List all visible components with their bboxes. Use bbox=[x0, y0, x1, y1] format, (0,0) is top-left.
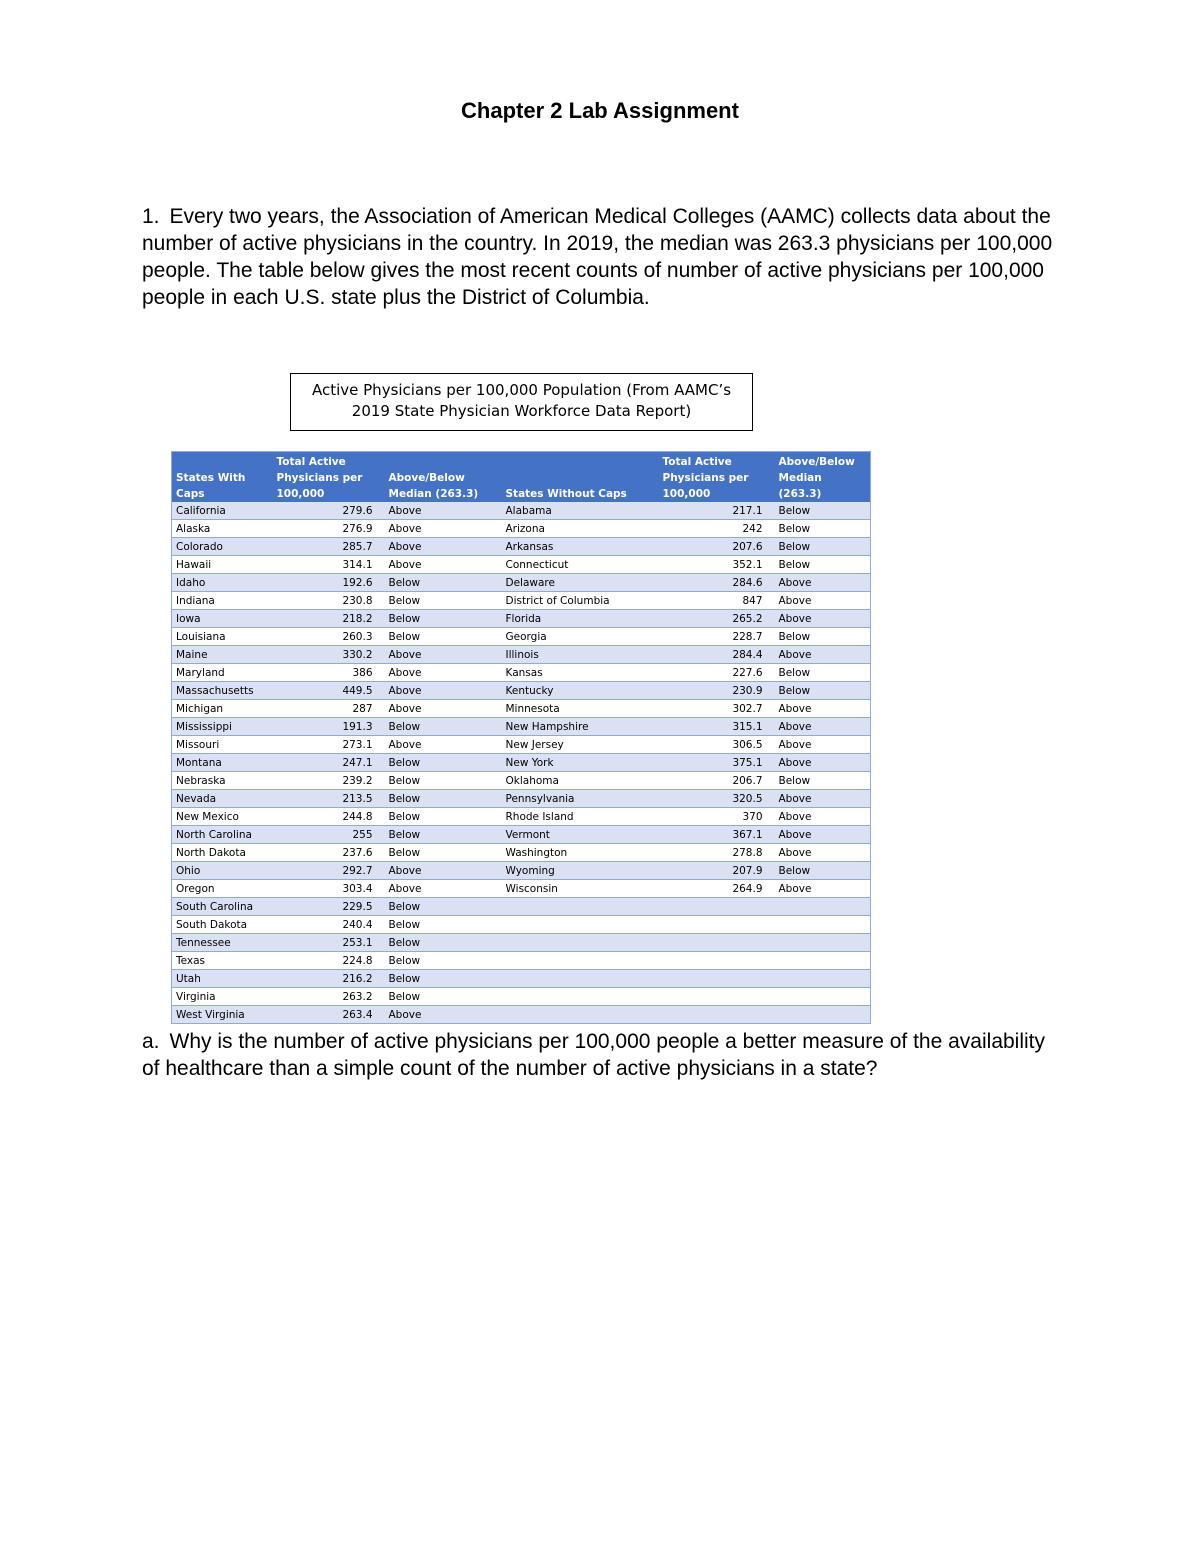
cell-state-without-caps: Florida bbox=[502, 610, 659, 628]
cell-median-with-caps: Above bbox=[385, 862, 502, 880]
cell-median-with-caps: Above bbox=[385, 880, 502, 898]
cell-median-without-caps: Above bbox=[775, 736, 871, 754]
cell-median-with-caps: Above bbox=[385, 502, 502, 520]
header-total-active-with-caps: Total Active Physicians per 100,000 bbox=[273, 452, 385, 503]
table-row bbox=[172, 502, 871, 520]
cell-median-with-caps: Above bbox=[385, 538, 502, 556]
cell-total-without-caps bbox=[659, 916, 775, 934]
cell-total-without-caps bbox=[659, 952, 775, 970]
cell-state-without-caps: New Jersey bbox=[502, 736, 659, 754]
question-number: 1. bbox=[142, 205, 160, 228]
cell-median-without-caps: Below bbox=[775, 772, 871, 790]
cell-median-without-caps: Below bbox=[775, 862, 871, 880]
table-row bbox=[172, 844, 871, 862]
table-row bbox=[172, 574, 871, 592]
cell-median-without-caps: Below bbox=[775, 556, 871, 574]
cell-total-with-caps: 237.6 bbox=[273, 844, 385, 862]
cell-state-with-caps: Nevada bbox=[172, 790, 273, 808]
cell-median-with-caps: Above bbox=[385, 1006, 502, 1024]
cell-state-without-caps: Georgia bbox=[502, 628, 659, 646]
cell-state-with-caps: Colorado bbox=[172, 538, 273, 556]
cell-total-without-caps: 375.1 bbox=[659, 754, 775, 772]
table-row bbox=[172, 808, 871, 826]
cell-state-without-caps: Wisconsin bbox=[502, 880, 659, 898]
cell-total-without-caps bbox=[659, 970, 775, 988]
cell-median-with-caps: Below bbox=[385, 988, 502, 1006]
cell-total-without-caps: 242 bbox=[659, 520, 775, 538]
cell-median-with-caps: Below bbox=[385, 952, 502, 970]
table-row bbox=[172, 970, 871, 988]
cell-total-with-caps: 253.1 bbox=[273, 934, 385, 952]
cell-state-with-caps: North Dakota bbox=[172, 844, 273, 862]
cell-state-with-caps: Alaska bbox=[172, 520, 273, 538]
cell-median-without-caps: Above bbox=[775, 754, 871, 772]
cell-median-without-caps: Above bbox=[775, 880, 871, 898]
cell-state-with-caps: Tennessee bbox=[172, 934, 273, 952]
table-row bbox=[172, 682, 871, 700]
cell-total-without-caps: 228.7 bbox=[659, 628, 775, 646]
cell-state-with-caps: North Carolina bbox=[172, 826, 273, 844]
cell-total-without-caps: 320.5 bbox=[659, 790, 775, 808]
cell-state-without-caps bbox=[502, 898, 659, 916]
cell-state-without-caps bbox=[502, 916, 659, 934]
table-row bbox=[172, 754, 871, 772]
cell-median-without-caps bbox=[775, 1006, 871, 1024]
cell-state-with-caps: Texas bbox=[172, 952, 273, 970]
cell-state-without-caps: Wyoming bbox=[502, 862, 659, 880]
cell-state-with-caps: South Dakota bbox=[172, 916, 273, 934]
cell-total-with-caps: 285.7 bbox=[273, 538, 385, 556]
cell-median-with-caps: Below bbox=[385, 898, 502, 916]
cell-median-with-caps: Above bbox=[385, 736, 502, 754]
table-row bbox=[172, 700, 871, 718]
header-total-active-without-caps: Total Active Physicians per 100,000 bbox=[659, 452, 775, 503]
cell-median-with-caps: Below bbox=[385, 592, 502, 610]
cell-total-without-caps bbox=[659, 934, 775, 952]
cell-state-without-caps: Pennsylvania bbox=[502, 790, 659, 808]
cell-median-without-caps bbox=[775, 988, 871, 1006]
cell-median-without-caps bbox=[775, 952, 871, 970]
cell-total-with-caps: 191.3 bbox=[273, 718, 385, 736]
cell-median-without-caps: Above bbox=[775, 826, 871, 844]
table-row bbox=[172, 826, 871, 844]
cell-state-without-caps bbox=[502, 934, 659, 952]
cell-state-with-caps: West Virginia bbox=[172, 1006, 273, 1024]
table-row bbox=[172, 556, 871, 574]
cell-median-with-caps: Below bbox=[385, 772, 502, 790]
cell-total-without-caps: 352.1 bbox=[659, 556, 775, 574]
cell-state-without-caps: Arkansas bbox=[502, 538, 659, 556]
cell-state-without-caps: Washington bbox=[502, 844, 659, 862]
table-row bbox=[172, 520, 871, 538]
cell-median-without-caps: Above bbox=[775, 790, 871, 808]
cell-total-without-caps bbox=[659, 988, 775, 1006]
header-above-below-with-caps: Above/Below Median (263.3) bbox=[385, 452, 502, 503]
cell-state-with-caps: South Carolina bbox=[172, 898, 273, 916]
cell-state-with-caps: Mississippi bbox=[172, 718, 273, 736]
cell-total-without-caps: 284.6 bbox=[659, 574, 775, 592]
cell-state-with-caps: Maine bbox=[172, 646, 273, 664]
table-row bbox=[172, 952, 871, 970]
cell-total-with-caps: 230.8 bbox=[273, 592, 385, 610]
table-row bbox=[172, 736, 871, 754]
cell-median-with-caps: Above bbox=[385, 520, 502, 538]
cell-median-with-caps: Below bbox=[385, 934, 502, 952]
cell-total-without-caps: 265.2 bbox=[659, 610, 775, 628]
sub-question-a bbox=[142, 1028, 1062, 1082]
cell-state-without-caps: New York bbox=[502, 754, 659, 772]
cell-state-without-caps bbox=[502, 970, 659, 988]
cell-total-with-caps: 287 bbox=[273, 700, 385, 718]
cell-state-with-caps: Indiana bbox=[172, 592, 273, 610]
cell-total-with-caps: 330.2 bbox=[273, 646, 385, 664]
sub-question-letter: a. bbox=[142, 1030, 160, 1053]
cell-median-with-caps: Below bbox=[385, 610, 502, 628]
cell-median-without-caps: Below bbox=[775, 520, 871, 538]
cell-total-with-caps: 255 bbox=[273, 826, 385, 844]
cell-median-without-caps bbox=[775, 970, 871, 988]
cell-total-without-caps: 206.7 bbox=[659, 772, 775, 790]
cell-total-without-caps: 207.6 bbox=[659, 538, 775, 556]
cell-state-with-caps: New Mexico bbox=[172, 808, 273, 826]
cell-total-with-caps: 276.9 bbox=[273, 520, 385, 538]
header-above-below-without-caps: Above/Below Median (263.3) bbox=[775, 452, 871, 503]
cell-total-without-caps: 230.9 bbox=[659, 682, 775, 700]
cell-median-without-caps: Below bbox=[775, 538, 871, 556]
cell-state-with-caps: Michigan bbox=[172, 700, 273, 718]
cell-state-with-caps: Montana bbox=[172, 754, 273, 772]
cell-median-without-caps: Below bbox=[775, 664, 871, 682]
cell-median-with-caps: Below bbox=[385, 628, 502, 646]
cell-state-with-caps: Iowa bbox=[172, 610, 273, 628]
physicians-table bbox=[171, 451, 871, 1024]
physicians-table-container bbox=[171, 451, 870, 1024]
cell-total-without-caps: 847 bbox=[659, 592, 775, 610]
cell-total-with-caps: 449.5 bbox=[273, 682, 385, 700]
cell-total-with-caps: 239.2 bbox=[273, 772, 385, 790]
cell-median-without-caps: Above bbox=[775, 592, 871, 610]
table-row bbox=[172, 862, 871, 880]
table-body bbox=[172, 502, 871, 1024]
cell-median-with-caps: Above bbox=[385, 700, 502, 718]
cell-total-with-caps: 247.1 bbox=[273, 754, 385, 772]
cell-median-with-caps: Below bbox=[385, 844, 502, 862]
cell-median-without-caps: Below bbox=[775, 502, 871, 520]
cell-median-with-caps: Below bbox=[385, 970, 502, 988]
table-row bbox=[172, 592, 871, 610]
cell-state-without-caps: Kentucky bbox=[502, 682, 659, 700]
cell-state-without-caps bbox=[502, 988, 659, 1006]
cell-median-without-caps bbox=[775, 898, 871, 916]
cell-state-without-caps: Rhode Island bbox=[502, 808, 659, 826]
cell-total-without-caps: 370 bbox=[659, 808, 775, 826]
cell-median-with-caps: Below bbox=[385, 754, 502, 772]
table-row bbox=[172, 610, 871, 628]
cell-median-without-caps: Above bbox=[775, 610, 871, 628]
question-1 bbox=[142, 203, 1062, 311]
cell-total-with-caps: 263.4 bbox=[273, 1006, 385, 1024]
cell-state-with-caps: Oregon bbox=[172, 880, 273, 898]
cell-median-with-caps: Below bbox=[385, 808, 502, 826]
page-title: Chapter 2 Lab Assignment bbox=[461, 98, 739, 123]
table-row bbox=[172, 916, 871, 934]
cell-state-without-caps bbox=[502, 1006, 659, 1024]
cell-state-with-caps: Missouri bbox=[172, 736, 273, 754]
cell-total-without-caps: 278.8 bbox=[659, 844, 775, 862]
cell-total-with-caps: 263.2 bbox=[273, 988, 385, 1006]
cell-state-without-caps: Vermont bbox=[502, 826, 659, 844]
table-row bbox=[172, 934, 871, 952]
cell-median-with-caps: Below bbox=[385, 826, 502, 844]
table-row bbox=[172, 898, 871, 916]
cell-state-with-caps: Louisiana bbox=[172, 628, 273, 646]
cell-total-without-caps: 264.9 bbox=[659, 880, 775, 898]
table-row bbox=[172, 538, 871, 556]
table-row bbox=[172, 718, 871, 736]
cell-total-without-caps: 217.1 bbox=[659, 502, 775, 520]
cell-state-with-caps: Hawaii bbox=[172, 556, 273, 574]
cell-median-without-caps: Below bbox=[775, 682, 871, 700]
cell-state-with-caps: Massachusetts bbox=[172, 682, 273, 700]
cell-state-without-caps: Oklahoma bbox=[502, 772, 659, 790]
cell-state-without-caps: Connecticut bbox=[502, 556, 659, 574]
cell-median-without-caps: Above bbox=[775, 574, 871, 592]
cell-state-with-caps: Ohio bbox=[172, 862, 273, 880]
cell-state-without-caps: Minnesota bbox=[502, 700, 659, 718]
cell-median-with-caps: Above bbox=[385, 682, 502, 700]
sub-question-text: Why is the number of active physicians per 100,000 people a better measure of the availability of healthcare than a simple count of the number of active physicians in a state? bbox=[142, 1030, 1046, 1080]
cell-median-without-caps bbox=[775, 934, 871, 952]
cell-total-with-caps: 218.2 bbox=[273, 610, 385, 628]
table-row bbox=[172, 790, 871, 808]
cell-state-with-caps: Idaho bbox=[172, 574, 273, 592]
cell-state-without-caps: Kansas bbox=[502, 664, 659, 682]
cell-total-without-caps bbox=[659, 898, 775, 916]
cell-state-without-caps: Illinois bbox=[502, 646, 659, 664]
cell-median-with-caps: Below bbox=[385, 574, 502, 592]
cell-total-without-caps: 306.5 bbox=[659, 736, 775, 754]
cell-total-with-caps: 229.5 bbox=[273, 898, 385, 916]
cell-total-without-caps: 227.6 bbox=[659, 664, 775, 682]
table-row bbox=[172, 880, 871, 898]
header-states-with-caps: States With Caps bbox=[172, 452, 273, 503]
table-row bbox=[172, 1006, 871, 1024]
table-row bbox=[172, 988, 871, 1006]
cell-total-with-caps: 292.7 bbox=[273, 862, 385, 880]
cell-median-without-caps: Above bbox=[775, 700, 871, 718]
cell-total-with-caps: 213.5 bbox=[273, 790, 385, 808]
cell-total-without-caps: 315.1 bbox=[659, 718, 775, 736]
cell-total-without-caps bbox=[659, 1006, 775, 1024]
cell-total-with-caps: 260.3 bbox=[273, 628, 385, 646]
cell-median-without-caps: Above bbox=[775, 844, 871, 862]
cell-state-with-caps: Virginia bbox=[172, 988, 273, 1006]
cell-median-without-caps bbox=[775, 916, 871, 934]
cell-total-with-caps: 216.2 bbox=[273, 970, 385, 988]
cell-median-without-caps: Above bbox=[775, 718, 871, 736]
cell-total-with-caps: 303.4 bbox=[273, 880, 385, 898]
cell-total-without-caps: 207.9 bbox=[659, 862, 775, 880]
cell-median-without-caps: Above bbox=[775, 646, 871, 664]
cell-median-with-caps: Below bbox=[385, 790, 502, 808]
cell-state-with-caps: Maryland bbox=[172, 664, 273, 682]
cell-state-with-caps: Nebraska bbox=[172, 772, 273, 790]
cell-total-with-caps: 386 bbox=[273, 664, 385, 682]
cell-median-with-caps: Above bbox=[385, 646, 502, 664]
cell-state-without-caps: Alabama bbox=[502, 502, 659, 520]
cell-median-with-caps: Above bbox=[385, 664, 502, 682]
cell-total-with-caps: 224.8 bbox=[273, 952, 385, 970]
table-row bbox=[172, 646, 871, 664]
table-row bbox=[172, 772, 871, 790]
cell-total-with-caps: 192.6 bbox=[273, 574, 385, 592]
table-caption: Active Physicians per 100,000 Population (From AAMC’s 2019 State Physician Workforce Data Report) bbox=[290, 373, 753, 431]
cell-median-with-caps: Above bbox=[385, 556, 502, 574]
cell-state-without-caps: Delaware bbox=[502, 574, 659, 592]
cell-state-without-caps: District of Columbia bbox=[502, 592, 659, 610]
cell-state-with-caps: California bbox=[172, 502, 273, 520]
cell-state-without-caps: New Hampshire bbox=[502, 718, 659, 736]
header-states-without-caps: States Without Caps bbox=[502, 452, 659, 503]
cell-total-without-caps: 367.1 bbox=[659, 826, 775, 844]
cell-total-without-caps: 284.4 bbox=[659, 646, 775, 664]
cell-state-without-caps bbox=[502, 952, 659, 970]
cell-total-with-caps: 279.6 bbox=[273, 502, 385, 520]
question-text: Every two years, the Association of American Medical Colleges (AAMC) collects data about the number of active physicians in the country. In 2019, the median was 263.3 physicians per 100,000 people. The table below gives the most recent counts of number of active physicians per 100,000 people in each U.S. state plus the District of Columbia. bbox=[142, 205, 1053, 309]
cell-median-without-caps: Above bbox=[775, 808, 871, 826]
table-row bbox=[172, 628, 871, 646]
table-header-row bbox=[172, 452, 871, 503]
cell-state-with-caps: Utah bbox=[172, 970, 273, 988]
cell-median-with-caps: Below bbox=[385, 916, 502, 934]
cell-total-with-caps: 314.1 bbox=[273, 556, 385, 574]
cell-total-with-caps: 244.8 bbox=[273, 808, 385, 826]
cell-total-with-caps: 273.1 bbox=[273, 736, 385, 754]
cell-total-without-caps: 302.7 bbox=[659, 700, 775, 718]
cell-total-with-caps: 240.4 bbox=[273, 916, 385, 934]
cell-state-without-caps: Arizona bbox=[502, 520, 659, 538]
cell-median-without-caps: Below bbox=[775, 628, 871, 646]
cell-median-with-caps: Below bbox=[385, 718, 502, 736]
table-row bbox=[172, 664, 871, 682]
